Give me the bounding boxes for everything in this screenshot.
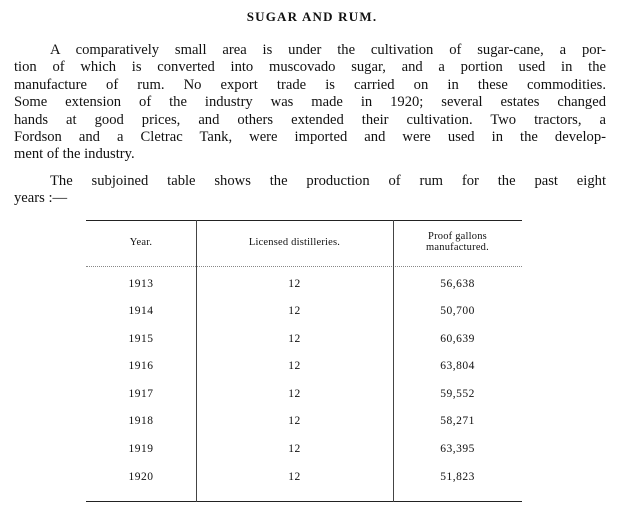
cell-proof-gallons: 58,271 bbox=[440, 415, 475, 427]
rum-production-table bbox=[86, 220, 522, 502]
cell-proof-gallons: 59,552 bbox=[440, 388, 475, 400]
paragraph-line: Some extension of the industry was made in 1920; several estates changed bbox=[14, 94, 606, 111]
cell-year: 1914 bbox=[128, 305, 154, 317]
paragraph-line: Fordson and a Cletrac Tank, were imported and were used in the develop- bbox=[14, 129, 606, 146]
table-bottom-rule bbox=[86, 501, 522, 502]
cell-distilleries: 12 bbox=[288, 388, 301, 400]
paragraph-line: A comparatively small area is under the cultivation of sugar-cane, a por- bbox=[50, 42, 606, 58]
cell-proof-gallons: 63,395 bbox=[440, 443, 475, 455]
cell-distilleries: 12 bbox=[288, 415, 301, 427]
header-year: Year. bbox=[129, 237, 153, 248]
cell-distilleries: 12 bbox=[288, 305, 301, 317]
cell-distilleries: 12 bbox=[288, 278, 301, 290]
cell-proof-gallons: 60,639 bbox=[440, 333, 475, 345]
table-intro-paragraph bbox=[14, 173, 606, 208]
table-row bbox=[86, 388, 522, 415]
paragraph-line: ment of the industry. bbox=[14, 146, 135, 163]
cell-year: 1919 bbox=[128, 443, 154, 455]
paragraph-line: hands at good prices, and others extended their cultivation. Two tractors, a bbox=[14, 111, 606, 128]
cell-year: 1917 bbox=[128, 388, 154, 400]
cell-year: 1913 bbox=[128, 278, 154, 290]
table-top-rule bbox=[86, 220, 522, 221]
paragraph-line: tion of which is converted into muscovado sugar, and a portion used in the bbox=[14, 59, 606, 76]
header-proof-line: Proof gallons bbox=[428, 231, 487, 242]
table-row bbox=[86, 415, 522, 442]
paragraph-line: The subjoined table shows the production of rum for the past eight bbox=[50, 173, 606, 189]
table-row bbox=[86, 305, 522, 332]
header-distilleries: Licensed distilleries. bbox=[248, 237, 341, 248]
cell-distilleries: 12 bbox=[288, 333, 301, 345]
header-proof-gallons bbox=[393, 231, 522, 253]
table-header-rule bbox=[86, 266, 522, 267]
table-row bbox=[86, 333, 522, 360]
cell-distilleries: 12 bbox=[288, 360, 301, 372]
cell-proof-gallons: 56,638 bbox=[440, 278, 475, 290]
table-row bbox=[86, 360, 522, 387]
cell-distilleries: 12 bbox=[288, 443, 301, 455]
table-row bbox=[86, 443, 522, 470]
table-row bbox=[86, 471, 522, 498]
table-row bbox=[86, 278, 522, 305]
intro-paragraph bbox=[14, 42, 606, 164]
cell-proof-gallons: 51,823 bbox=[440, 471, 475, 483]
paragraph-line: years :— bbox=[14, 190, 68, 207]
cell-proof-gallons: 63,804 bbox=[440, 360, 475, 372]
cell-year: 1916 bbox=[128, 360, 154, 372]
cell-year: 1915 bbox=[128, 333, 154, 345]
paragraph-line: manufacture of rum. No export trade is carried on in these commodities. bbox=[14, 76, 606, 93]
cell-year: 1918 bbox=[128, 415, 154, 427]
section-heading: SUGAR AND RUM. bbox=[246, 9, 378, 24]
header-proof-line: manufactured. bbox=[426, 242, 489, 253]
cell-proof-gallons: 50,700 bbox=[440, 305, 475, 317]
cell-year: 1920 bbox=[128, 471, 154, 483]
cell-distilleries: 12 bbox=[288, 471, 301, 483]
